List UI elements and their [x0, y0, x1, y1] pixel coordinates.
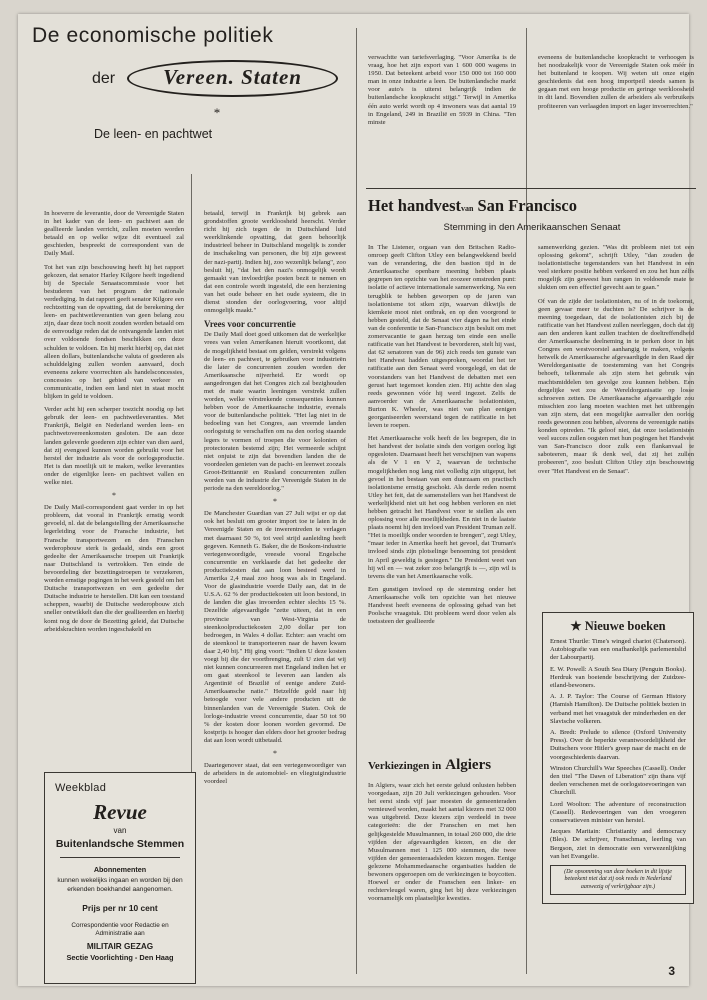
paragraph: verwachtte van tariefsverlaging. "Voor Amerika is de vraag, hoe het zijn export van 1 600 000 wagens in 1950. Dat beteekent arbeid voor 150 000 tot 160 000 man in onze industrie a leen. De buitenlandsche markt voor auto's is uiterst belangrijk indien de buitenlandsche koopkracht stijgt." Terwijl in Amerika één auto werkt wordt op 4 inwoners was dat aantal 19 in Engeland, 249 in Brazilië en 5939 in China. "Ten minste: [368, 54, 516, 126]
paragraph: De Daily Mail doet goed uitkomen dat de werkelijke vrees van velen Amerikanen hieruit voortkomt, dat de mogelijkheid bestaat om gelden, verstrekt volgens de leen- en pachtwet, te gebruiken voor industrieën die later de concurrenten zouden worden der Amerikaansche nijverheid. Er wordt op aangedrongen dat het Congres zich zal bezighouden met de mate waarin leeningen verstrekt zullen worden, welke vérstrekende consequenties kunnen hebben voor de Amerikaansche industrie, evenals voor de buitenlandsche politiek. "Het lag niet in de bedoeling van het Congres, aan vreemde landen oorlogstuig te verschaffen om na den oorlog staande legers te vormen of troepen die voor kolonien of protectoraten bestemd zijn; Het vermeerde schijnt niet onjuist te zijn dat bovendien landen die de voordeelen genieten van de pacht- en leenwet zoozals Groot-Brittannië en Rusland concurrenten zullen worden van de industrie der Vereenigde Staten in de periode na den wereldoorlog.": [204, 331, 346, 493]
article-column-1: [44, 210, 184, 639]
paragraph: Of van de zijde der isolationisten, nu of in de toekomst, geen gevaar meer te duchten is? De schrijver is de meening toegedaan, dat de isolationisten zich bij de ratificatie van het Handvest zullen neerleggen, doch dat zij aan den anderen kant zullen trachten de doeltreffendheid der Amerikaansche deelneming in te perken door in het Congres een westvoorstel aanhangig te maken, volgens hetwelk de Amerikaansche afgevaardigde in den Raad der Wereldorganisatie de toestemming van het Congres behoeft, telkenmale als zijn stem het gebruik van machtsmiddelen ten gevolge zou kunnen hebben. Een dergelijke wet zou de Wereldorganisatie op losse schroeven zetten. De Amerikaansche afgevaardigde zou misschien zoo lang moeten wachten met het uitbrengen van zijn stem, dat een mogelijke aanvaller den oorlog reeds gewonnen zou hebben, alvorens de vereenigde naties konden optreden. "Ik geloof niet, dat onze isolationisten veel succes zullen oogsten met hun pogingen het Handvest van San-Francisco door zulk een flankanvaal te saboteeren, maar ik denk wel, dat zij het zullen probeeren", zoo besluit Clifton Utley zijn beschouwing over "Het Handvest en de Senaat".: [538, 297, 694, 475]
ad-van-label: van: [113, 826, 127, 835]
algiers-title-part2: Algiers: [445, 757, 492, 773]
paragraph: betaald, terwijl in Frankrijk bij gebrek aan grondstoffen groote werkloosheid heerscht. Verder richt hij zich tegen de in Duitschland luid weerklinkende opvatting, dat geen behoorlijk industrieel beheer in Duitschland mogelijk is zonder de inschakeling van personen, die bij zijn geweest der nazi-partij. Indien hij, zoo wezenlijk belang", zoo besluit hij, "dat het den nazi's onmogelijk wordt gemaakt van invloedrijke posten bezit te nemen en dat een controle wordt ingesteld, die een herziening van het oude beheer en het oude systeem, die in dienst stonden der oorlogvoering, voor altijd onmogelijk maakt.": [204, 210, 346, 315]
new-books-list: [550, 638, 686, 861]
new-books-note: (De opsomming van deze boeken in dit lijstje beteekent niet dat zij ook reeds in Nederland aanwezig of verkrijgbaar zijn.): [550, 865, 686, 895]
paragraph-separator: *: [273, 749, 277, 758]
masthead-subtitle: De leen- en pachtwet: [94, 127, 213, 141]
paragraph: De Daily Mail-correspondent gaat verder in op het probleem, dat vooral in Frankrijk ernstig wordt gevoeld, nl. dat de belangstelling der Amerikaansche legerleiding voor de Fransche industrie, het Fransche transportwezen en den Franschen wederopbouw sterk is gedaald, sinds een groot gedeelte der Amerikaansche troepen uit Frankrijk naar Duitschland is vertrokken. Ten einde de bevoordeling der bezettingstroepen te verzekeren, worden ernstige pogingen in het werk gesteld om het Duitsche transportwezen en een gedeelte der Duitsche industrie te herstellen. Dit kan een toestand scheppen, waarbij de Duitsche wederopbouw zich sneller ontwikkelt dan die der geallieerden en hierbij komt nog de door de Bezetting geleid, dat Duitsche arbeidskrachten worden ingeschakeld en: [44, 504, 184, 633]
section-title-part1: Het handvest: [368, 196, 462, 215]
paragraph-separator: *: [273, 497, 277, 507]
paragraph: Verder acht hij een scherper toezicht noodig op het gebruik der leen- en pachtwetleveranties. Met Frankrijk, België en Nederland werden leen- en pachtwetovereenkomsten gesloten. De aan deze landen geleverde goederen zijn echter van dien aard, dat zij evengoed kunnen worden gebruikt voor het herstel der industrie als voor de oorlogsproductie. Het is dan moeilijk uit te maken, welke leveranties onder de eigenlijke leen- en pachtwet vallen en welke niet.: [44, 406, 184, 486]
paragraph: Een gunstigen invloed op de stemming onder het Amerikaansche volk ten opzichte van het nieuwe Handvest heeft eveneens de oplossing gehad van het Poolsche vraagstuk. Dit probleem werd door velen als toetssteen der geallieerde: [368, 585, 516, 626]
section-title-algiers: [368, 756, 518, 774]
book-item: Jacques Maritain: Christianity and democracy (Bles). De schrijver, Franschman, leerling van Bergson, ziet in democratie een verwezenlijking van het Evangelie.: [550, 828, 686, 860]
masthead-star: *: [213, 105, 221, 120]
ad-revue-title: Revue: [93, 800, 147, 824]
article-column-algiers: [368, 782, 516, 908]
ad-authority: MILITAIR GEZAG: [86, 942, 154, 951]
paragraph: samenwerking gezien. "Was dit probleem niet tot een oplossing gekomt", schrijft Utley, "dan zouden de isolationistische tegenstanders van het Handvest in een veel sterkere positie hebben verkeerd en zou het hun zélfs mogelijk zijn geweest hun rangen in voldoende mate te slukten om een effectief gevecht aan te gaan.": [538, 244, 694, 292]
column-rule-2: [356, 28, 357, 974]
paragraph: In hoeverre de leverantie, door de Vereenigde Staten in het kader van de leen- en pachtwet aan de geallieerde landen verricht, zullen moeten worden betaald en op welke wijze dit eventueel zal geschieden, bespreekt de correspondent van de Daily Mail.: [44, 210, 184, 258]
ad-weekblad-label: Weekblad: [55, 782, 107, 794]
book-item: E. W. Powell: A South Sea Diary (Penguin Books). Herdruk van boeiende beschrijving der Zuidzee-eiland-bewoners.: [550, 665, 686, 690]
book-item: Ernest Thurtle: Time's winged chariot (Chaterson). Autobiografie van een onafhankelijk parlementslid der Labourpartij.: [550, 638, 686, 662]
ad-divider: [60, 857, 180, 858]
book-item: Lord Woolton: The adventure of reconstruction (Cassell). Redevoeringen van den vroegeren conservatieven minister van herstel.: [550, 800, 686, 825]
new-books-box: [542, 612, 694, 904]
paragraph: Daartegenover staat, dat een vertegenwoordiger van de arbeiders in de automobiel- en vliegtuigindustrie voordeel: [204, 762, 346, 786]
section-title-part2: San Francisco: [477, 196, 577, 215]
advertisement-box: [44, 772, 196, 984]
subheading-concurrentie: Vrees voor concurrentie: [204, 319, 296, 330]
paragraph: Het Amerikaansche volk heeft de les begrepen, die in het handvest der isolatie sinds den vorigen oorlog ligt opgesloten. Daarnaast heeft het verschijnen van wapens als de V 1 en V 2, waarvan de technische mogelijkheden nog lang niet volledig zijn uitgeput, het gevoel in het bestaan van een duurzaam en practisch isolationisme ernstig geschokt. Als derde reden noemt Utley het feit, dat de samenstellers van het Handvest de werkelijkheid niet uit het oog hebben verloren en niet hebben getracht het Handvest voor te stellen als een oplossing voor alle moeilijkheden. En niet in de laatste plaats noemt hij den invloed van President Truman zelf. "Het is moeilijk onder woorden te brengen", zegt Utley, "maar ieder in Amerika heeft het gevoel, dat Truman's invloed sinds zijn plotselinge benoeming tot president in April geweldig is gestegen." De President weet van hij wil en — wat zeker zoo belangrijk is —, zijn wil is tevens die van het Amerikaansche volk.: [368, 435, 516, 580]
section-subtitle-handvest: Stemming in den Amerikaanschen Senaat: [443, 222, 621, 233]
new-books-title: ★ Nieuwe boeken: [570, 619, 666, 633]
page-title: De economische politiek: [32, 24, 274, 47]
section-title-handvest: [368, 196, 698, 216]
article-column-3-main: [368, 244, 516, 631]
ad-subscriptions-heading: Abonnementen: [93, 865, 147, 874]
paragraph: In Algiers, waar zich het eerste geluid onlusten hebben voorgedaan, zijn 20 Juli verkiezingen gehouden. Voor het eerst sinds vijf jaar moesten de gemeenteraden vernieuwd worden, maakt het aantal kiezers met 32 000 was uitgebreid. Deze kiezers zijn verdeeld in twee categorieën: die der Franschen en met hen gelijkgestelde Musulmannen, in totaal 260 000, die drie vijfden der afgevaardigden kiezen, en die der Musulmannen met 1 125 000 stemmen, die twee vijfden der gemeenteraadsleden kiezen mogen. Eenige gelezene Mohammedaansche organisaties hadden de bewoners opgeroepen om de verkiezingen te boycotten. Hoewel er onder de Franschen een linker- en rechtervleugel waren, ging het bij deze verkiezingen voornamelijk om plaatselijke kwesties.: [368, 782, 516, 903]
ad-price: Prijs per nr 10 cent: [82, 903, 158, 913]
article-column-4-top: [538, 54, 694, 116]
paragraph: eveneens de buitenlandsche koopkracht te verhoogen is het noodzakelijk voor de Vereenigde Staten ook méér in het buitenland te koopen. Wij weten uit onze eigen geschiedenis dat een hoog importpeil steeds samen is gegaan met een hooge productie en geringe werkloosheid in dit land. Bovendien zullen de arbeiders als verbruikers profiteeren van verlaagden import en lager invoerrechten.": [538, 54, 694, 110]
ad-section: Sectie Voorlichting - Den Haag: [66, 953, 174, 962]
book-item: A. Bredt: Prelude to silence (Oxford University Press). Over de beperkte verantwoordelijkheid der Duitschers voor Hitler's greep naar de macht en de voorgeschiedenis daarvan.: [550, 729, 686, 761]
page-number: 3: [668, 964, 675, 978]
paragraph: In The Listener, orgaan van den Britschen Radio-omroep geeft Clifton Utley een belangwekkend beeld van de verandering, die den bastion tijd in de Amerikaansche openbare meening hebben plaats gegrepen ten opzichte van het zoozeer omstreden punt: isolatie of actieve internationale samenwerking. Na een terugblik te hebben geworpen op de jaren van isolationisme tot stken zijn, waarvan dikwijls de kiemkeie mooi niet ontbrak, en op den voorgrond te hebben gesteld, dat de Senaat vier dagen na het einde van de conferentie te San-Francisco zijn besluit om met zomervacantie te gaan herzag ten einde een snelle ratificatie van het Handvest te bevorderen, stelt hij vast, dat 62 senatoren van de 96) zich reeds ten gunste van het Handvest hadden uitgesproken, woordat het ter ratificatie aan den Senaat werd voorgelegd, en dat de voorstanders van het Handvest de debatten met een gerust hart tegemoet konden zien. Hij achtte den slag reeds gewonnen vóór hij werd ingezet. Zelfs de aanvoerder van de Amerikaansche isolationisten, Burton K. Wheeler, was niet van plan eenigen georganiseerden weerstand tegen de ratificatie in het leven te roepen.: [368, 244, 516, 430]
ad-publication-name: Buitenlandsche Stemmen: [55, 838, 185, 850]
ad-correspondence: Correspondentie voor Redactie en Administratie aan: [71, 922, 169, 937]
book-item: A. J. P. Taylor: The Course of German History (Hamish Hamilton). De Duitsche politiek bezien in verband met het vraagstuk der minderheden en der Slavische volkeren.: [550, 693, 686, 725]
article-column-4-main: [538, 244, 694, 481]
section-rule-top: [366, 188, 696, 189]
paragraph: De Manchester Guardian van 27 Juli wijst er op dat ook het besluit om grooter import toe te laten in de Vereenigde Staten en de inwerentreden te verlagen met daarnaast 50 %, tot veel strijd aanleiding heeft gegeven. Kenneth G. Baker, die de Boskom-industrie vertegenwoordigde, vreesde vooral Engelsche concurrentie en verklaarde dat het gedeelte der productiekosten dat aan loon besteed werd in Amerika 2,4 maal zoo hoog was als in Engeland. Voor de glasindustrie voerde Daily aan, dat in de U.S.A. 62 % der productiekosten uit loon bestond, in de landen die glas invoerden echter slechts 15 %. Dezelfde afgevaardigde "zette uiteen, dat in een provincie van West-Virginia de steenkoolproductiekosten 2,00 dollar per ton bedroegen, in Wales 4 dollar. Echter: aan vracht om de steenkool te transporteeren naar de haven kwam daar 2,40 bij." Hij ging voort: "Indien U deze kosten voegt bij die der voortbrenging, zult U zien dat wij niet kunnen concurreeren met Engeland indien het er om gaat steenkool te leveren aan landen als Argentinië of Brazilië of eenige andere Zuid-Amerikaansche natie." Hetzelfde gold naar hij betoogde voor vele andere producten uit de binnenlanden van de Vereenigde Staten. Ook de lorloge-industrie vreest concurrentie, daar 50 tot 90 % der kosten door loonen worden gevormd. De kostprijs is hooger dan elders door het grooter bedrag dat aan loon wordt uitbetaald.: [204, 510, 346, 744]
ad-subscriptions-text: kunnen wekelijks ingaan en worden bij den erkenden boekhandel aangenomen.: [57, 877, 183, 893]
masthead-der: der: [92, 69, 116, 87]
column-rule-3: [526, 28, 527, 974]
book-item: Winston Churchill's War Speeches (Cassell). Onder den titel "The Dawn of Liberation" zijn thans vijf deelen verschenen met de oorlogstoevoeringen van Churchill.: [550, 764, 686, 797]
article-column-2: [204, 210, 346, 791]
masthead-oval-title: Vereen. Staten: [127, 60, 338, 97]
article-column-3-top: [368, 54, 516, 132]
paragraph-separator: *: [112, 491, 116, 501]
algiers-title-part1: Verkiezingen in: [368, 760, 442, 772]
paper-sheet: [18, 14, 694, 986]
paragraph: Tot het van zijn beschouwing heeft hij het rapport gekozen, dat senator Harley Kilgore heeft ingediend bij de Speciale Senaatscommissie voor het bestuderen van het program der nationale verdediging. In dat rapport geeft senator Kilgore een rechtzetting van de opvatting, dat de berekening der leen- en pachtwetleverantien van geen belang zou zijn, daar deze toch nooit zouden worden betaald om de eenvoudige reden dat de ontvangende landen niet over voldoende fondsen beschikken om deze schulden te voldoen. En hij merkt hierbij op, dat niet alleen dollars, buitenlandsche valuta of goederen als schulddelging zullen worden aanvaard, doch eveneens zekere voorrechten als handelsconcessies, concessies op het gebied van verkeer en communicatie, indien een land niet in staat mocht blijken in geld te voldoen.: [44, 263, 184, 401]
section-title-van: van: [461, 204, 474, 213]
